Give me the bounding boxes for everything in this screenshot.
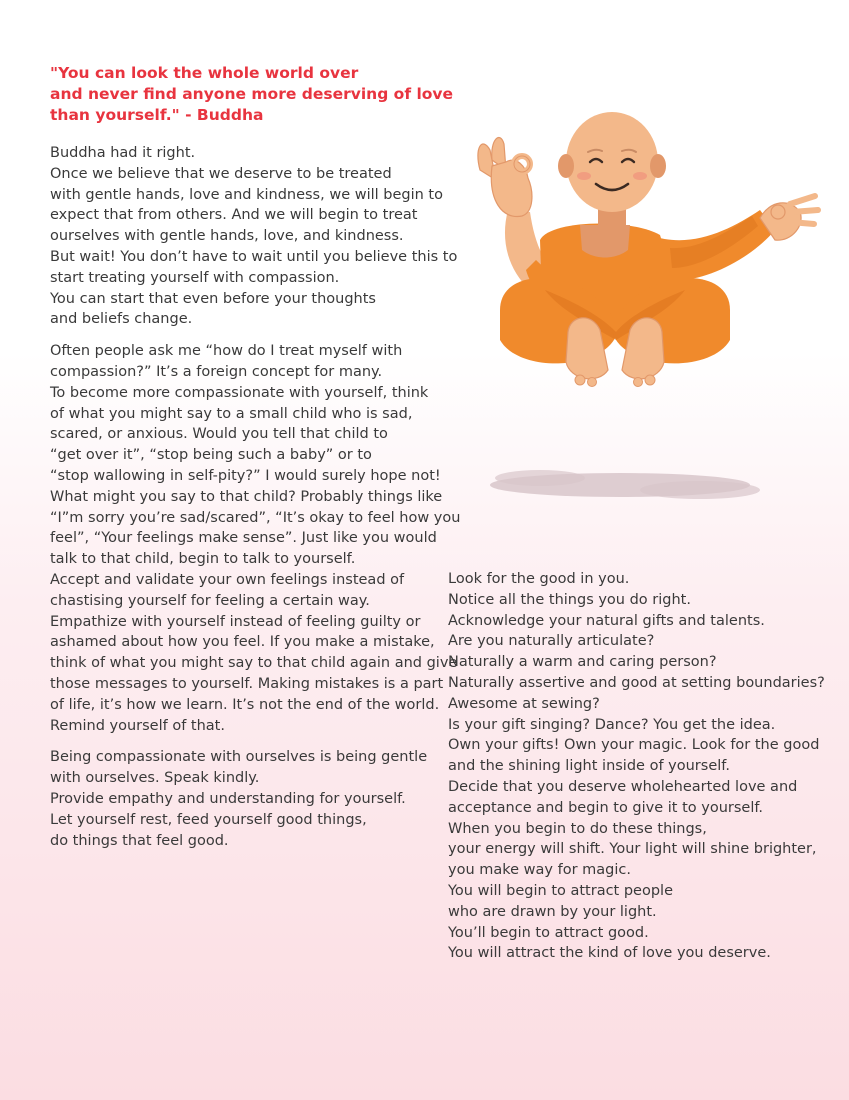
text-line: ourselves with gentle hands, love, and kindness.	[50, 228, 404, 245]
text-line: Often people ask me “how do I treat myself with	[50, 343, 403, 360]
left-column	[50, 143, 460, 851]
text-line: “stop wallowing in self-pity?” I would surely hope not!	[50, 467, 441, 484]
text-line: Provide empathy and understanding for yourself.	[50, 790, 406, 807]
text-line: You can start that even before your thoughts	[50, 290, 376, 307]
quote-line: "You can look the whole world over	[50, 64, 359, 82]
text-line: feel”, “Your feelings make sense”. Just like you would	[50, 530, 437, 547]
text-line: To become more compassionate with yourself, think	[50, 384, 429, 401]
text-line: Is your gift singing? Dance? You get the idea.	[448, 716, 776, 733]
text-line: What might you say to that child? Probably things like	[50, 488, 443, 505]
text-line: your energy will shift. Your light will shine brighter,	[448, 841, 817, 858]
text-line: with ourselves. Speak kindly.	[50, 770, 260, 787]
text-line: compassion?” It’s a foreign concept for many.	[50, 363, 383, 380]
text-line: Once we believe that we deserve to be treated	[50, 165, 392, 182]
text-line: Own your gifts! Own your magic. Look for the good	[448, 737, 820, 754]
paragraph-buddha	[50, 143, 460, 330]
quote-line: and never find anyone more deserving of love	[50, 85, 454, 103]
text-line: Awesome at sewing?	[448, 695, 600, 712]
text-line: and beliefs change.	[50, 311, 193, 328]
text-line: Naturally assertive and good at setting boundaries?	[448, 674, 825, 691]
text-line: acceptance and begin to give it to yourself.	[448, 799, 764, 816]
text-line: of life, it’s how we learn. It’s not the end of the world.	[50, 696, 440, 713]
monk-head	[566, 112, 658, 212]
text-line: of what you might say to a small child who is sad,	[50, 405, 413, 422]
paragraph-gentle	[50, 747, 460, 851]
text-line: “I”m sorry you’re sad/scared”, “It’s okay to feel how you	[50, 509, 461, 526]
meditating-monk-icon	[430, 100, 830, 520]
text-line: You’ll begin to attract good.	[448, 924, 649, 941]
text-line: those messages to yourself. Making mistakes is a part	[50, 675, 444, 692]
quote-block	[50, 63, 453, 126]
right-column	[448, 569, 825, 964]
text-line: think of what you might say to that child again and give	[50, 655, 458, 672]
text-line: with gentle hands, love and kindness, we will begin to	[50, 186, 443, 203]
text-line: chastising yourself for feeling a certain way.	[50, 592, 370, 609]
text-line: You will begin to attract people	[448, 882, 673, 899]
text-line: ashamed about how you feel. If you make a mistake,	[50, 634, 435, 651]
text-line: start treating yourself with compassion.	[50, 269, 340, 286]
text-line: do things that feel good.	[50, 832, 229, 849]
text-line: who are drawn by your light.	[448, 903, 657, 920]
text-line: Being compassionate with ourselves is being gentle	[50, 749, 428, 766]
text-line: Notice all the things you do right.	[448, 591, 691, 608]
text-line: and the shining light inside of yourself.	[448, 758, 730, 775]
text-line: Acknowledge your natural gifts and talents.	[448, 612, 765, 629]
text-line: Decide that you deserve wholehearted love and	[448, 778, 798, 795]
text-line: Let yourself rest, feed yourself good things,	[50, 811, 367, 828]
text-line: scared, or anxious. Would you tell that child to	[50, 426, 388, 443]
text-line: Empathize with yourself instead of feeling guilty or	[50, 613, 421, 630]
quote-line: than yourself." - Buddha	[50, 106, 264, 124]
text-line: “get over it”, “stop being such a baby” or to	[50, 447, 372, 464]
text-line: But wait! You don’t have to wait until you believe this to	[50, 248, 458, 265]
text-line: You will attract the kind of love you deserve.	[448, 945, 771, 962]
text-line: expect that from others. And we will begin to treat	[50, 207, 418, 224]
text-line: Look for the good in you.	[448, 571, 630, 587]
text-line: Accept and validate your own feelings instead of	[50, 571, 405, 588]
text-line: Remind yourself of that.	[50, 717, 225, 734]
text-line: Naturally a warm and caring person?	[448, 654, 717, 671]
text-line: talk to that child, begin to talk to yourself.	[50, 551, 356, 568]
text-line: When you begin to do these things,	[448, 820, 707, 837]
text-line: you make way for magic.	[448, 862, 631, 879]
text-line: Are you naturally articulate?	[448, 633, 655, 650]
paragraph-compassion	[50, 341, 460, 736]
text-line: Buddha had it right.	[50, 145, 196, 161]
